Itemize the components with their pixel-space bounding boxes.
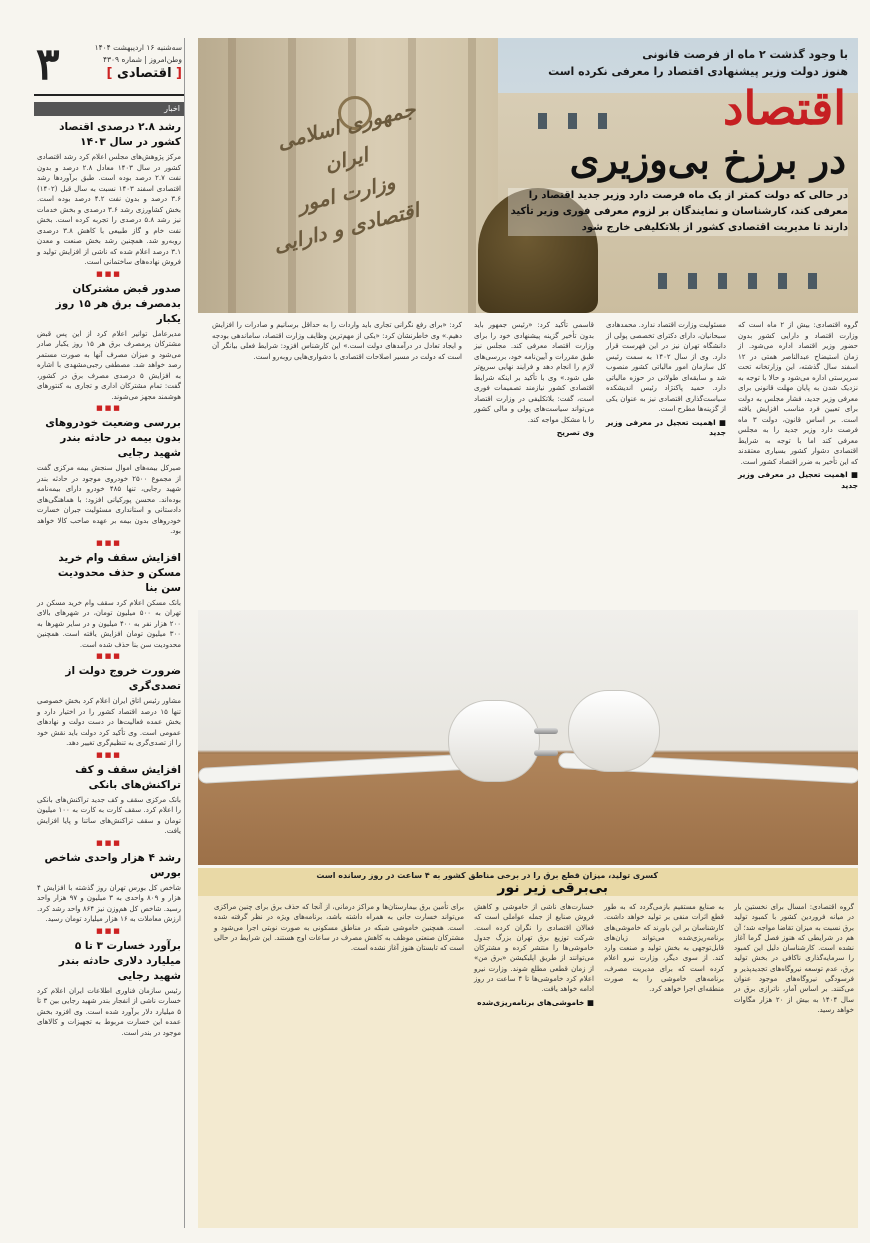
article-column: مسئولیت وزارت اقتصاد ندارد. محمدهادی سبحانیان، دارای دکترای تخصصی پولی از دانشگاه تهران نیز در این فهرست قرار دارد. وی از سال ۱۴۰۲ به سمت رئیس کل سازمان امور مالیاتی کشور منصوب شد و سابقه‌ای طولانی در حوزه مالیاتی دارد. حمید پاکنژاد رئیس اندیشکده سیاست‌گذاری اقتصادی نیز به عنوان یکی از گزینه‌ها مطرح است. ■ اهمیت تعجیل در معرفی وزیر جدید [606,321,726,437]
plug-left [448,700,540,782]
issue-date: سه‌شنبه ۱۶ اردیبهشت ۱۴۰۴ [94,43,182,52]
bottom-column: خسارت‌های ناشی از خاموشی و کاهش فروش صنایع از جمله عواملی است که فعالان اقتصادی را نگران کرده است. شرکت توزیع برق تهران بزرگ جدول خاموشی‌ها را منتشر کرده و مشترکان می‌توانند از طریق اپلیکیشن «برق من» از زمان قطعی مطلع شوند. وزارت نیرو اعلام کرد خاموشی‌ها تا ۴ ساعت در روز ادامه خواهد یافت. ■ خاموشی‌های برنامه‌ریزی‌شده [474,903,594,1007]
divider-dots: ■■■ [96,926,122,935]
plug-right [568,690,660,772]
bottom-column: به صنایع مستقیم بازمی‌گردد که به طور قطع اثرات منفی بر تولید خواهد داشت. کارشناسان بر این باورند که خاموشی‌های برنامه‌ریزی‌شده می‌تواند زیان‌های قابل‌توجهی به بخش تولید و صنعت وارد کند. از سوی دیگر، وزارت نیرو اعلام کرده است که برای مدیریت مصرف، برنامه‌های خاموشی را به صورت منطقه‌ای اجرا خواهد کرد. [604,903,724,994]
news-tag: اخبار [34,102,184,116]
section-label: [ اقتصادی ] [106,66,182,81]
bottom-column: گروه اقتصادی: امسال برای نخستین بار در میانه فروردین کشور با کمبود تولید برق نسبت به میزان تقاضا مواجه شد؛ آن هم در شرایطی که هنوز فصل گرما آغاز نشده است. کارشناسان دلیل این کمبود را سرمایه‌گذاری ناکافی در بخش تولید برق، عدم توسعه نیروگاه‌های تجدیدپذیر و فرسودگی نیروگاه‌های موجود عنوان می‌کنند. بر اساس آمار، ناترازی برق در سال ۱۴۰۴ به بیش از ۲۰ هزار مگاوات خواهد رسید. [734,903,854,1014]
hero-photo [198,38,858,313]
article-column: گروه اقتصادی: بیش از ۲ ماه است که وزارت اقتصاد و دارایی کشور بدون حضور وزیر اقتصاد اداره می‌شود. از زمان استیضاح عبدالناصر همتی در ۱۲ اسفند سال گذشته، این وزارتخانه تحت سرپرستی اداره می‌شود و حالا با توجه به نزدیک شدن به پایان مهلت قانونی برای معرفی وزیر جدید، فشار مجلس به دولت برای تعیین فرد مناسب افزایش یافته است. بر اساس قانون، دولت ۳ ماه فرصت دارد وزیر جدید را به مجلس معرفی کند اما با توجه به شرایط اقتصادی دشوار کشور بسیاری معتقدند که این تأخیر به ضرر اقتصاد کشور است. ■ اهمیت تعجیل در معرفی وزیر جدید [738,321,859,490]
sidebar-news-item[interactable] [37,763,181,837]
news-title[interactable]: رشد ۴ هزار واحدی شاخص بورس [44,851,181,879]
divider-dots: ■■■ [96,750,122,759]
news-text: بانک مرکزی سقف و کف جدید تراکنش‌های بانکی را اعلام کرد. سقف کارت به کارت به ۱۰۰ میلیون تومان و سقف تراکنش‌های ساتنا و پایا افزایش یافت. [37,795,181,835]
sidebar-news-item[interactable] [37,851,181,925]
sidebar-news-item[interactable] [37,282,181,403]
news-text: مشاور رئیس اتاق ایران اعلام کرد بخش خصوصی تنها ۱۵ درصد اقتصاد کشور را در اختیار دارد و بخش عمده فعالیت‌ها در دست دولت و نهادهای عمومی است. وی تأکید کرد دولت باید نقش خود را از تصدی‌گری به تنظیم‌گری تغییر دهد. [37,697,181,747]
news-title[interactable]: رشد ۲.۸ درصدی اقتصاد کشور در سال ۱۴۰۳ [59,121,181,148]
news-text: رئیس سازمان فناوری اطلاعات ایران اعلام کرد خسارت ناشی از انفجار بندر شهید رجایی بین ۳ تا ۵ میلیارد دلار برآورد شده است. وی افزود بخش عمده این خسارت مربوط به تجهیزات و کالاهای موجود در بندر است. [37,986,181,1037]
sidebar-news-item[interactable] [37,551,181,651]
news-title[interactable]: بررسی وضعیت خودروهای بدون بیمه در حادثه بندر شهید رجایی [45,417,181,459]
divider-dots: ■■■ [96,404,122,412]
hero-title[interactable]: در برزخ بی‌وزیری [569,137,846,182]
news-sidebar [34,38,185,1228]
plug-photo [198,610,858,865]
sidebar-header [34,38,184,96]
divider-dots: ■■■ [96,652,122,660]
page-number: ۳ [36,39,60,90]
sidebar-news-item[interactable] [37,416,181,537]
bottom-column: برای تأمین برق بیمارستان‌ها و مراکز درمانی، از آنجا که حذف برق برای چنین مراکزی می‌تواند خسارت جانی به همراه داشته باشد، برنامه‌های ویژه در نظر گرفته شده است. همچنین خاموشی شبکه در مناطق مسکونی به صورت نوبتی اجرا می‌شود و مشترکان صنعتی موظف به کاهش مصرف در ساعات اوج هستند. این شرایط در حالی است که تابستان هنوز آغاز نشده است. [214,903,464,953]
news-title[interactable]: افزایش سقف و کف تراکنش‌های بانکی [75,763,181,791]
divider-dots: ■■■ [96,269,122,278]
news-text: بانک مسکن اعلام کرد سقف وام خرید مسکن در تهران به ۵۰۰ میلیون تومان، در شهرهای بالای ۲۰۰ هزار نفر به ۴۰۰ میلیون و در سایر شهرها به ۳۰۰ میلیون تومان افزایش یافته است. همچنین محدودیت سن بنا حذف شده است. [37,598,182,649]
sidebar-news-item[interactable] [37,939,181,1039]
main-content [198,38,858,1228]
divider-dots: ■■■ [96,838,122,847]
news-text: مرکز پژوهش‌های مجلس اعلام کرد رشد اقتصادی کشور در سال ۱۴۰۳ معادل ۲.۸ درصد و بدون نفت ۲.۷ درصد بوده است. طبق برآوردها رشد اقتصادی اسفند ۱۴۰۳ نسبت به سال قبل (۱۴۰۲) ۳.۶ درصد و بدون نفت ۴.۲ درصد بوده است. بخش کشاورزی رشد ۳.۶ درصدی و بخش خدمات نیز رشد ۵.۸ درصدی را تجربه کرده است. بخش نفت خام و گاز طبیعی با کاهش ۳.۸ درصدی روبه‌رو شد. همچنین رشد بخش صنعت و معدن ۳.۱ درصد اعلام شده که ناشی از افزایش تولید و فروش نهاده‌های ساختمانی است. [37,153,182,266]
bottom-story [198,896,858,1228]
news-text: مدیرعامل توانیر اعلام کرد از این پس قبض مشترکان پرمصرف برق هر ۱۵ روز یکبار صادر می‌شود و میزان مصرف آنها به صورت مستمر رصد خواهد شد. مصطفی رجبی‌مشهدی با اشاره به افزایش ۵ درصدی مصرف برق در کشور، گفت: تمام مشترکان اداری و تجاری به کنتورهای هوشمند مجهز می‌شوند. [37,329,181,401]
bottom-story-header [198,868,858,896]
hero-title-red[interactable]: اقتصاد [722,81,846,135]
hero-kicker: با وجود گذشت ۲ ماه از فرصت قانونی هنوز دولت وزیر پیشنهادی اقتصاد را معرفی نکرده است [548,48,848,78]
article-column: کرد: «برای رفع نگرانی تجاری باید واردات را به حداقل برسانیم و صادرات را افزایش دهیم.» وی خاطرنشان کرد: «یکی از مهم‌ترین وظایف وزارت اقتصاد، ساماندهی بودجه و ایجاد تعادل در درآمدهای دولت است.» این کارشناس افزود: شرایط فعلی بیانگر آن است که دولت در مسیر اصلاحات اقتصادی با دشواری‌هایی روبه‌رو است. [212,321,462,361]
news-title[interactable]: ضرورت خروج دولت از تصدی‌گری [65,665,181,692]
sidebar-news-item[interactable] [37,120,181,268]
issue-number: وطن‌امروز | شماره ۴۳۰۹ [102,55,182,64]
news-title[interactable]: صدور قبض مشترکان بدمصرف برق هر ۱۵ روز یکبار [55,282,181,325]
ministry-building-image [198,38,498,313]
bottom-kicker: کسری تولید، میزان قطع برق را در برخی مناطق کشور به ۴ ساعت در روز رسانده است [316,871,658,880]
news-text: صیرکل بیمه‌های اموال سنجش بیمه مرکزی گفت از مجموع ۲۵۰۰ خودروی موجود در حادثه بندر شهید رجایی، تنها ۴۸۵ خودرو دارای بیمه‌نامه بوده‌اند. محسن پورکیانی افزود: با هماهنگی‌های دادستانی و استانداری مسئولیت جبران خسارت خودروهای بدون بیمه بر عهده صاحب کالا خواهد بود. [37,464,182,535]
news-text: شاخص کل بورس تهران روز گذشته با افزایش ۴ هزار و ۸۰۹ واحدی به ۳ میلیون و ۹۷ هزار واحد رسید. شاخص کل هم‌وزن نیز ۸۶۴ واحد رشد کرد. ارزش معاملات به ۱۶ هزار میلیارد تومان رسید. [37,883,182,923]
news-title[interactable]: برآورد خسارت ۳ تا ۵ میلیارد دلاری حادثه بندر شهید رجایی [58,939,181,982]
news-title[interactable]: افزایش سقف وام خرید مسکن و حذف محدودیت سن بنا [57,551,181,594]
divider-dots: ■■■ [96,538,122,547]
sidebar-news-item[interactable] [37,664,181,749]
hero-lead: در حالی که دولت کمتر از یک ماه فرصت دارد وزیر جدید اقتصاد را معرفی کند، کارشناسان و نمایندگان بر لزوم معرفی فوری وزیر تأکید دارند تا مدیریت اقتصادی کشور از بلاتکلیفی خارج شود [508,188,848,236]
bottom-title[interactable]: بی‌برقی زیر نور [497,880,608,896]
building-sign: جمهوری اسلامی ایران وزارت امور اقتصادی و دارایی [275,95,421,258]
article-column: قاسمی تأکید کرد: «رئیس جمهور باید بدون تأخیر گزینه پیشنهادی خود را برای وزارت اقتصاد معرفی کند. مجلس نیز طبق مقررات و آیین‌نامه خود، بررسی‌های لازم را انجام دهد و فرایند نهایی سریع‌تر طی شود.» وی با تأکید بر اینکه شرایط اقتصادی کشور نیازمند تصمیمات فوری است، گفت: بلاتکلیفی در وزارت اقتصاد می‌تواند سیاست‌های پولی و مالی کشور را با مشکل مواجه کند. وی تصریح [474,321,594,437]
